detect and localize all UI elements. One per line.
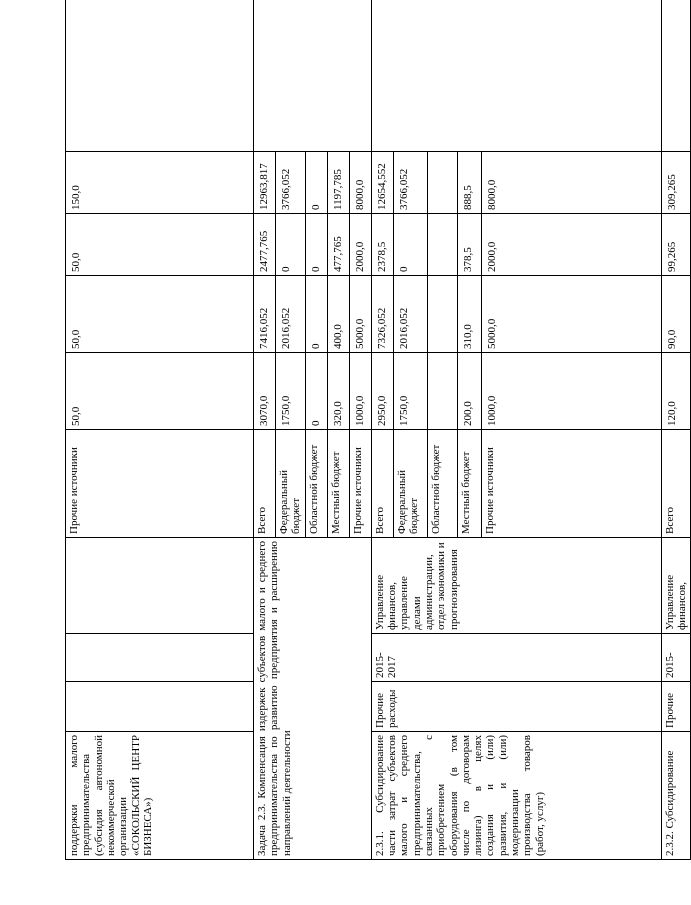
period-cell: 2015- <box>661 634 691 682</box>
value-cell: 12654,552 <box>371 152 393 214</box>
rotated-table-container <box>65 0 688 860</box>
source-cell: Федеральный бюджет <box>276 430 306 538</box>
source-cell: Областной бюджет <box>427 430 457 538</box>
value-cell: 1750,0 <box>276 353 306 430</box>
value-cell: 400,0 <box>327 276 349 353</box>
value-cell: 2016,052 <box>276 276 306 353</box>
value-cell: 1000,0 <box>349 353 371 430</box>
value-cell: 2016,052 <box>393 276 427 353</box>
value-cell <box>427 276 457 353</box>
value-cell: 1197,785 <box>327 152 349 214</box>
value-cell: 2378,5 <box>371 214 393 276</box>
source-cell: Всего <box>661 430 691 538</box>
value-cell: 310,0 <box>457 276 481 353</box>
table-row <box>66 0 254 860</box>
source-cell: Областной бюджет <box>305 430 327 538</box>
measure-name-cell: 2.3.2. Субсидирование <box>661 732 691 860</box>
value-cell: 50,0 <box>66 276 254 353</box>
value-cell: 2000,0 <box>481 214 661 276</box>
value-cell: 0 <box>305 276 327 353</box>
source-cell: Прочие источники <box>349 430 371 538</box>
table-row <box>661 0 691 860</box>
value-cell: 1000,0 <box>481 353 661 430</box>
value-cell: 7416,052 <box>254 276 276 353</box>
table-row <box>371 0 393 860</box>
value-cell: 2477,765 <box>254 214 276 276</box>
period-cell: 2015-2017 <box>371 634 661 682</box>
empty-cell <box>371 0 661 152</box>
period-cell <box>66 634 254 682</box>
executor-cell: Управление финансов, управление делами администрации, отдел экономики и прогнозирования <box>371 538 661 634</box>
value-cell <box>427 214 457 276</box>
source-cell: Местный бюджет <box>457 430 481 538</box>
value-cell: 2000,0 <box>349 214 371 276</box>
value-cell: 99,265 <box>661 214 691 276</box>
task-title-cell: Задача 2.3. Компенсация издержек субъектов малого и среднего предпринимательства по развитию предприятия и расширению направлений деятельности <box>254 538 372 860</box>
value-cell: 8000,0 <box>349 152 371 214</box>
value-cell: 0 <box>305 353 327 430</box>
value-cell: 12963,817 <box>254 152 276 214</box>
value-cell: 0 <box>393 214 427 276</box>
empty-cell <box>254 0 372 152</box>
value-cell: 5000,0 <box>481 276 661 353</box>
value-cell: 1750,0 <box>393 353 427 430</box>
executor-cell: Управление финансов, <box>661 538 691 634</box>
source-cell: Федеральный бюджет <box>393 430 427 538</box>
value-cell: 3766,052 <box>276 152 306 214</box>
table-row <box>254 0 276 860</box>
value-cell: 477,765 <box>327 214 349 276</box>
value-cell: 120,0 <box>661 353 691 430</box>
type-cell: Прочие <box>661 682 691 732</box>
source-cell: Прочие источники <box>481 430 661 538</box>
value-cell: 8000,0 <box>481 152 661 214</box>
value-cell: 7326,052 <box>371 276 393 353</box>
value-cell: 3766,052 <box>393 152 427 214</box>
measure-name-cell: поддержки малого предпринимательства (субсидия автономной некоммерческой организации «СОКОЛЬСКИЙ ЦЕНТР БИЗНЕСА») <box>66 732 254 860</box>
value-cell: 2950,0 <box>371 353 393 430</box>
value-cell: 888,5 <box>457 152 481 214</box>
value-cell: 50,0 <box>66 214 254 276</box>
type-cell <box>66 682 254 732</box>
value-cell: 50,0 <box>66 353 254 430</box>
type-cell: Прочие расходы <box>371 682 661 732</box>
measure-name-cell: 2.3.1. Субсидирование части затрат субъектов малого и среднего предпринимательства, связанных с приобретением оборудования (в том числе по договорам лизинга) в целях создания и (или) развития, и (или) модернизации производства товаров (работ, услуг) <box>371 732 661 860</box>
source-cell: Всего <box>254 430 276 538</box>
empty-cell <box>66 0 254 152</box>
empty-cell <box>661 0 691 152</box>
value-cell: 0 <box>305 152 327 214</box>
source-cell: Всего <box>371 430 393 538</box>
value-cell: 0 <box>305 214 327 276</box>
program-table <box>65 0 691 860</box>
value-cell: 3070,0 <box>254 353 276 430</box>
value-cell <box>427 152 457 214</box>
value-cell: 309,265 <box>661 152 691 214</box>
value-cell: 90,0 <box>661 276 691 353</box>
value-cell: 200,0 <box>457 353 481 430</box>
executor-cell <box>66 538 254 634</box>
value-cell: 150,0 <box>66 152 254 214</box>
value-cell <box>427 353 457 430</box>
value-cell: 0 <box>276 214 306 276</box>
value-cell: 5000,0 <box>349 276 371 353</box>
source-cell: Местный бюджет <box>327 430 349 538</box>
value-cell: 378,5 <box>457 214 481 276</box>
source-cell: Прочие источники <box>66 430 254 538</box>
value-cell: 320,0 <box>327 353 349 430</box>
